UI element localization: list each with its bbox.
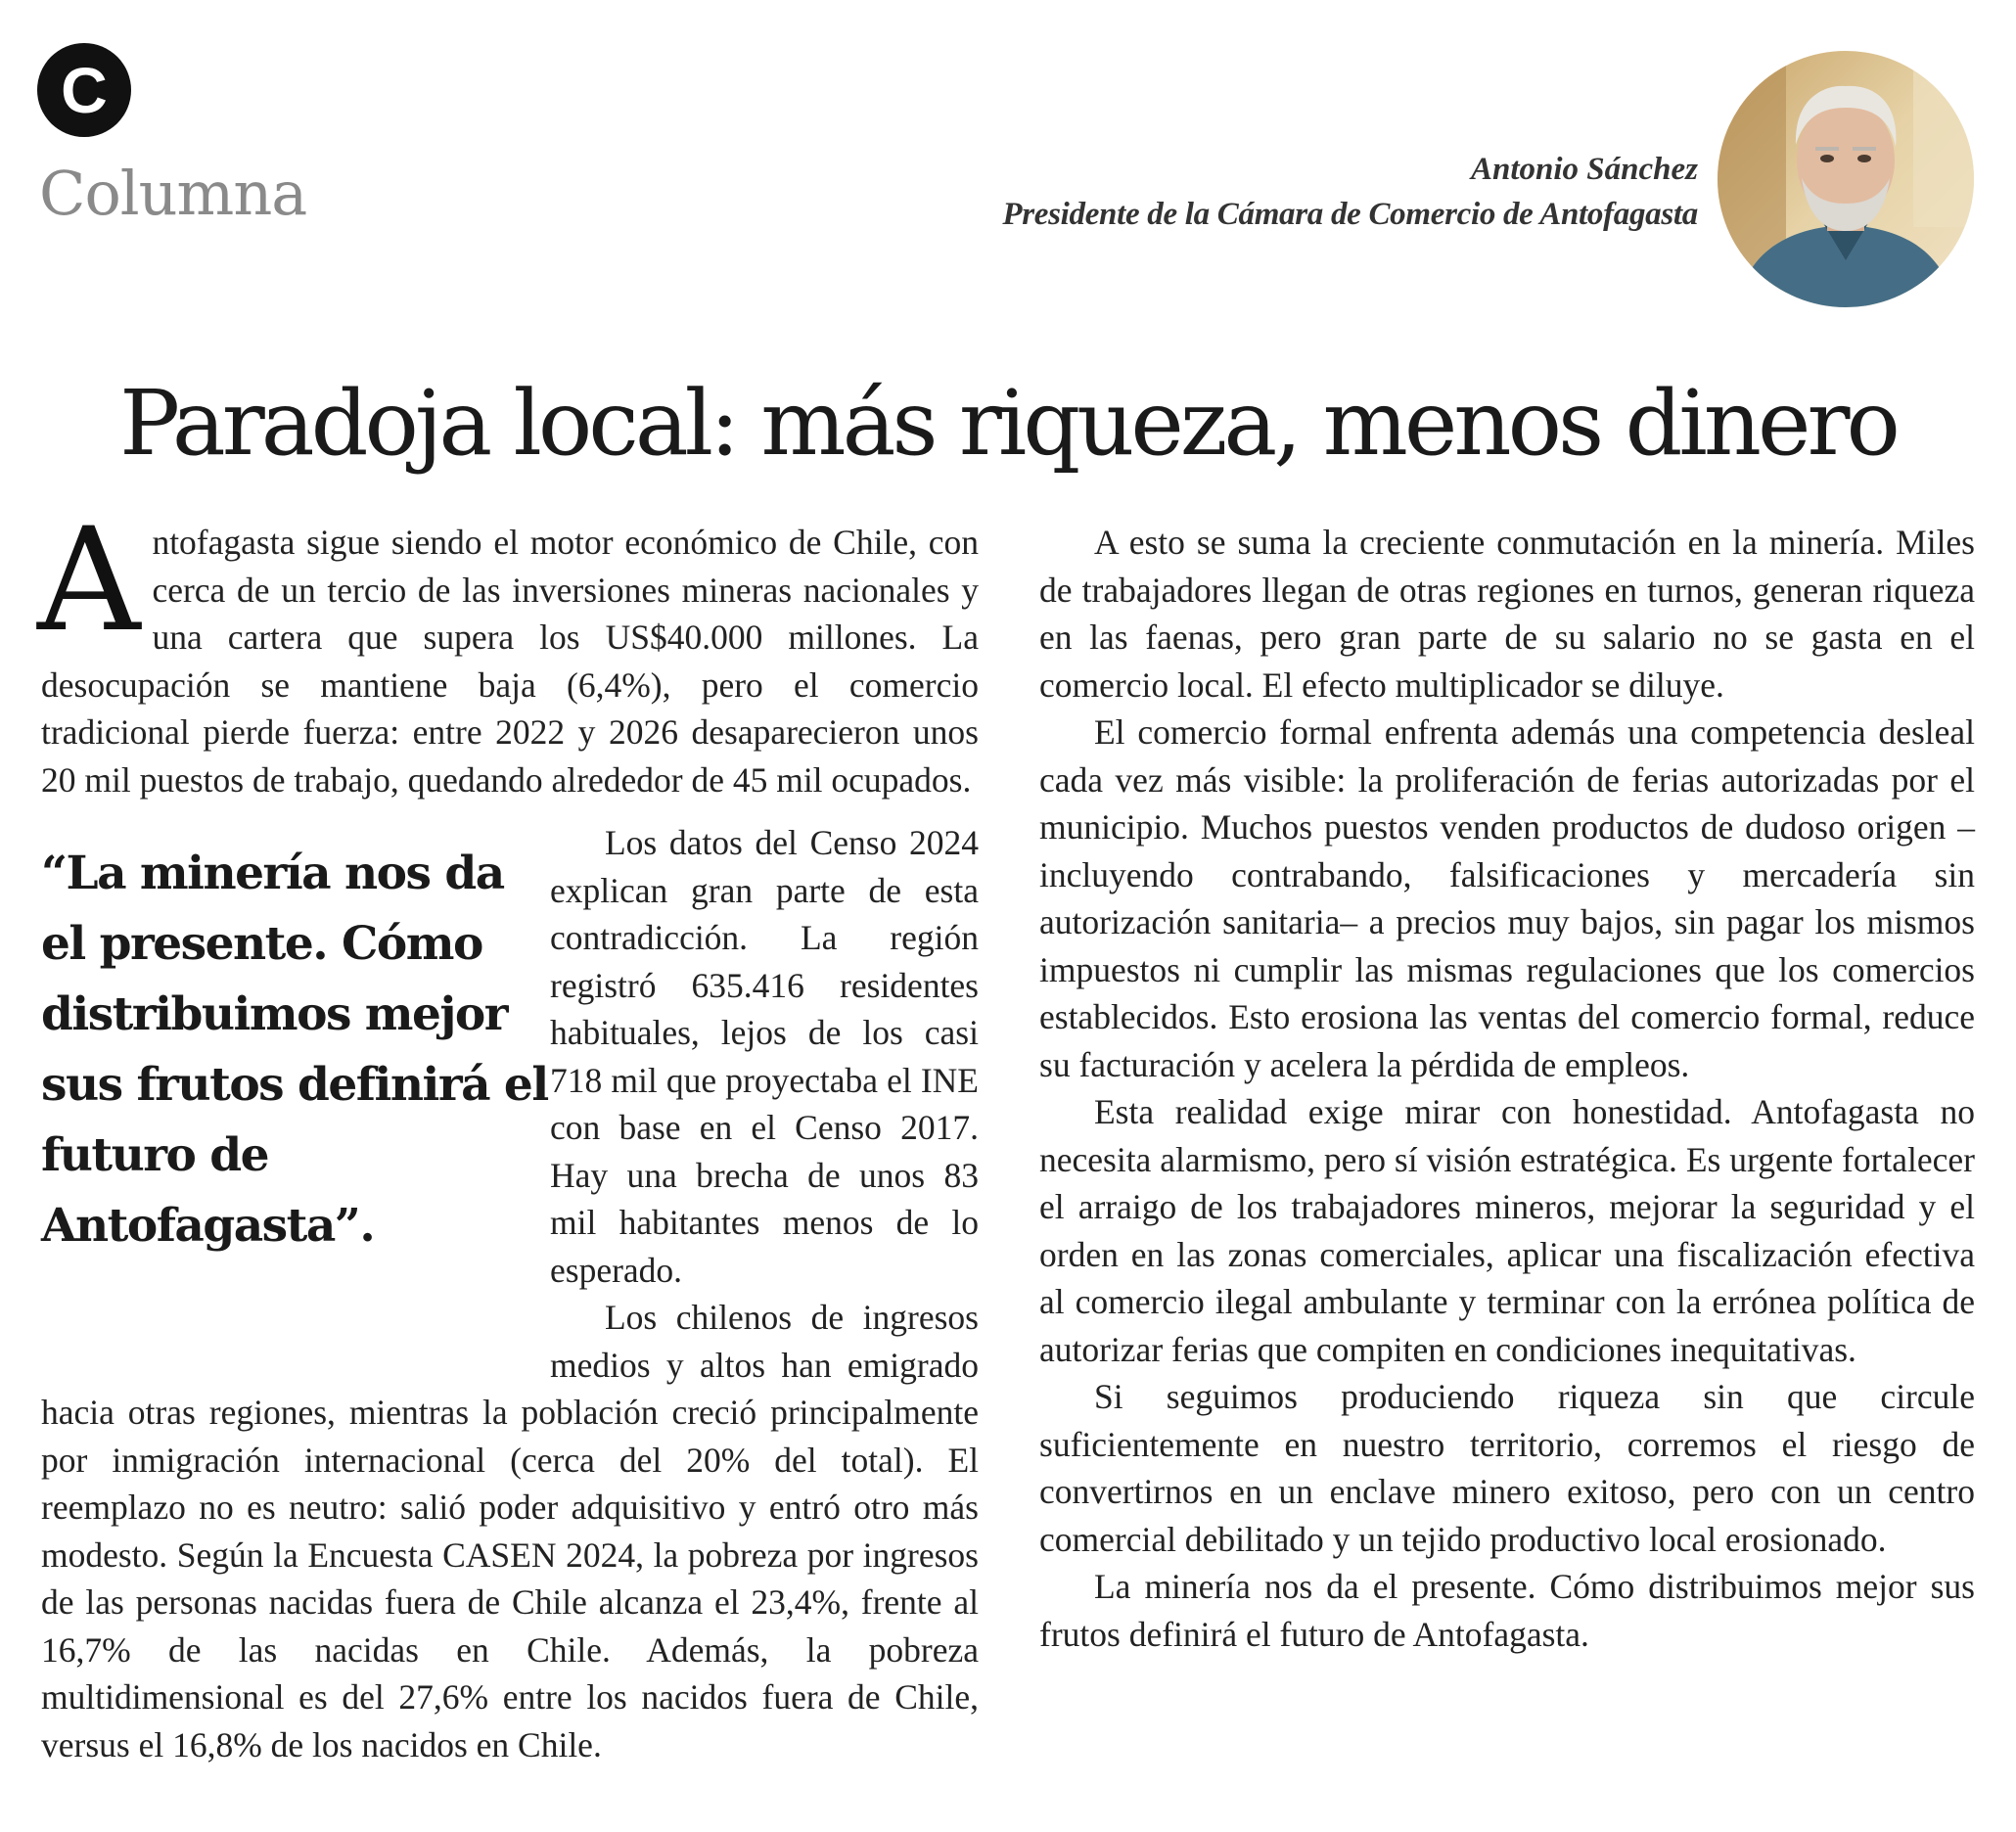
headline: Paradoja local: más riqueza, menos dinero bbox=[119, 371, 1897, 476]
paragraph-migration: Los chilenos de ingresos medios y altos han emigrado hacia otras regiones, mientras la población creció principalmente por inmigración internacional (cerca del 20% del total). El reemplazo no es neutro: salió poder adquisitivo y entró otro más modesto. Según la Encuesta CASEN 2024, la pobreza por ingresos de las personas nacidas fuera de Chile alcanza el 23,4%, frente al 16,7% de las nacidas en Chile. Además, la pobreza multidimensional es del 27,6% entre los nacidos fuera de Chile, versus el 16,8% de los nacidos en Chile. bbox=[41, 1298, 979, 1764]
author-role: Presidente de la Cámara de Comercio de Antofagasta bbox=[1002, 197, 1698, 232]
byline bbox=[1002, 147, 1698, 237]
section-logo: C bbox=[37, 43, 131, 137]
author-name: Antonio Sánchez bbox=[1471, 152, 1698, 187]
paragraph-intro bbox=[37, 497, 979, 803]
section-label: Columna bbox=[39, 158, 307, 229]
author-portrait-illustration bbox=[1718, 51, 1974, 307]
drop-cap: A bbox=[37, 497, 141, 664]
article-column-left bbox=[37, 497, 979, 1768]
pull-quote: “La minería nos da el presente. Cómo distribuimos mejor sus frutos definirá el futuro de Antofagasta”. bbox=[41, 847, 548, 1253]
author-photo bbox=[1718, 51, 1974, 307]
paragraph-realidad: Esta realidad exige mirar con honestidad. Antofagasta no necesita alarmismo, pero sí visión estratégica. Es urgente fortalecer el arraigo de los trabajadores mineros, mejorar la seguridad y el orden en las zonas comerciales, aplicar una fiscalización efectiva al comercio ilegal ambulante y terminar con la errónea política de autorizar ferias que compiten en condiciones inequitativas. bbox=[1039, 1092, 1975, 1369]
paragraph-censo: Los datos del Censo 2024 explican gran parte de esta contradicción. La región registró 635.416 residentes habituales, lejos de los casi 718 mil que proyectaba el INE con base en el Censo 2017. Hay una brecha de unos 83 mil habitantes menos de lo esperado. bbox=[550, 823, 979, 1290]
left-lower-block bbox=[41, 803, 979, 1768]
paragraph-intro-text: ntofagasta sigue siendo el motor económico de Chile, con cerca de un tercio de las inversiones mineras nacionales y una cartera que supera los US$40.000 millones. La desocupación se mantiene baja (6,4%), pero el comercio tradicional pierde fuerza: entre 2022 y 2026 desaparecieron unos 20 mil puestos de trabajo, quedando alrededor de 45 mil ocupados. bbox=[41, 523, 979, 800]
paragraph-ferias: El comercio formal enfrenta además una competencia desleal cada vez más visible: la proliferación de ferias autorizadas por el municipio. Muchos puestos venden productos de dudoso origen –incluyendo contrabando, falsificaciones y mercadería sin autorización sanitaria– a precios muy bajos, sin pagar los mismos impuestos ni cumplir las mismas regulaciones que los comercios establecidos. Esto erosiona las ventas del comercio formal, reduce su facturación y acelera la pérdida de empleos. bbox=[1039, 712, 1975, 1084]
paragraph-riqueza: Si seguimos produciendo riqueza sin que circule suficientemente en nuestro territorio, corremos el riesgo de convertirnos en un enclave minero exitoso, pero con un centro comercial debilitado y un tejido productivo local erosionado. bbox=[1039, 1377, 1975, 1559]
article-column-right bbox=[1039, 519, 1975, 1658]
paragraph-conclusion: La minería nos da el presente. Cómo distribuimos mejor sus frutos definirá el futuro de Antofagasta. bbox=[1039, 1567, 1975, 1654]
paragraph-conmutacion: A esto se suma la creciente conmutación en la minería. Miles de trabajadores llegan de otras regiones en turnos, generan riqueza en las faenas, pero gran parte de su salario no se gasta en el comercio local. El efecto multiplicador se diluye. bbox=[1039, 523, 1975, 705]
